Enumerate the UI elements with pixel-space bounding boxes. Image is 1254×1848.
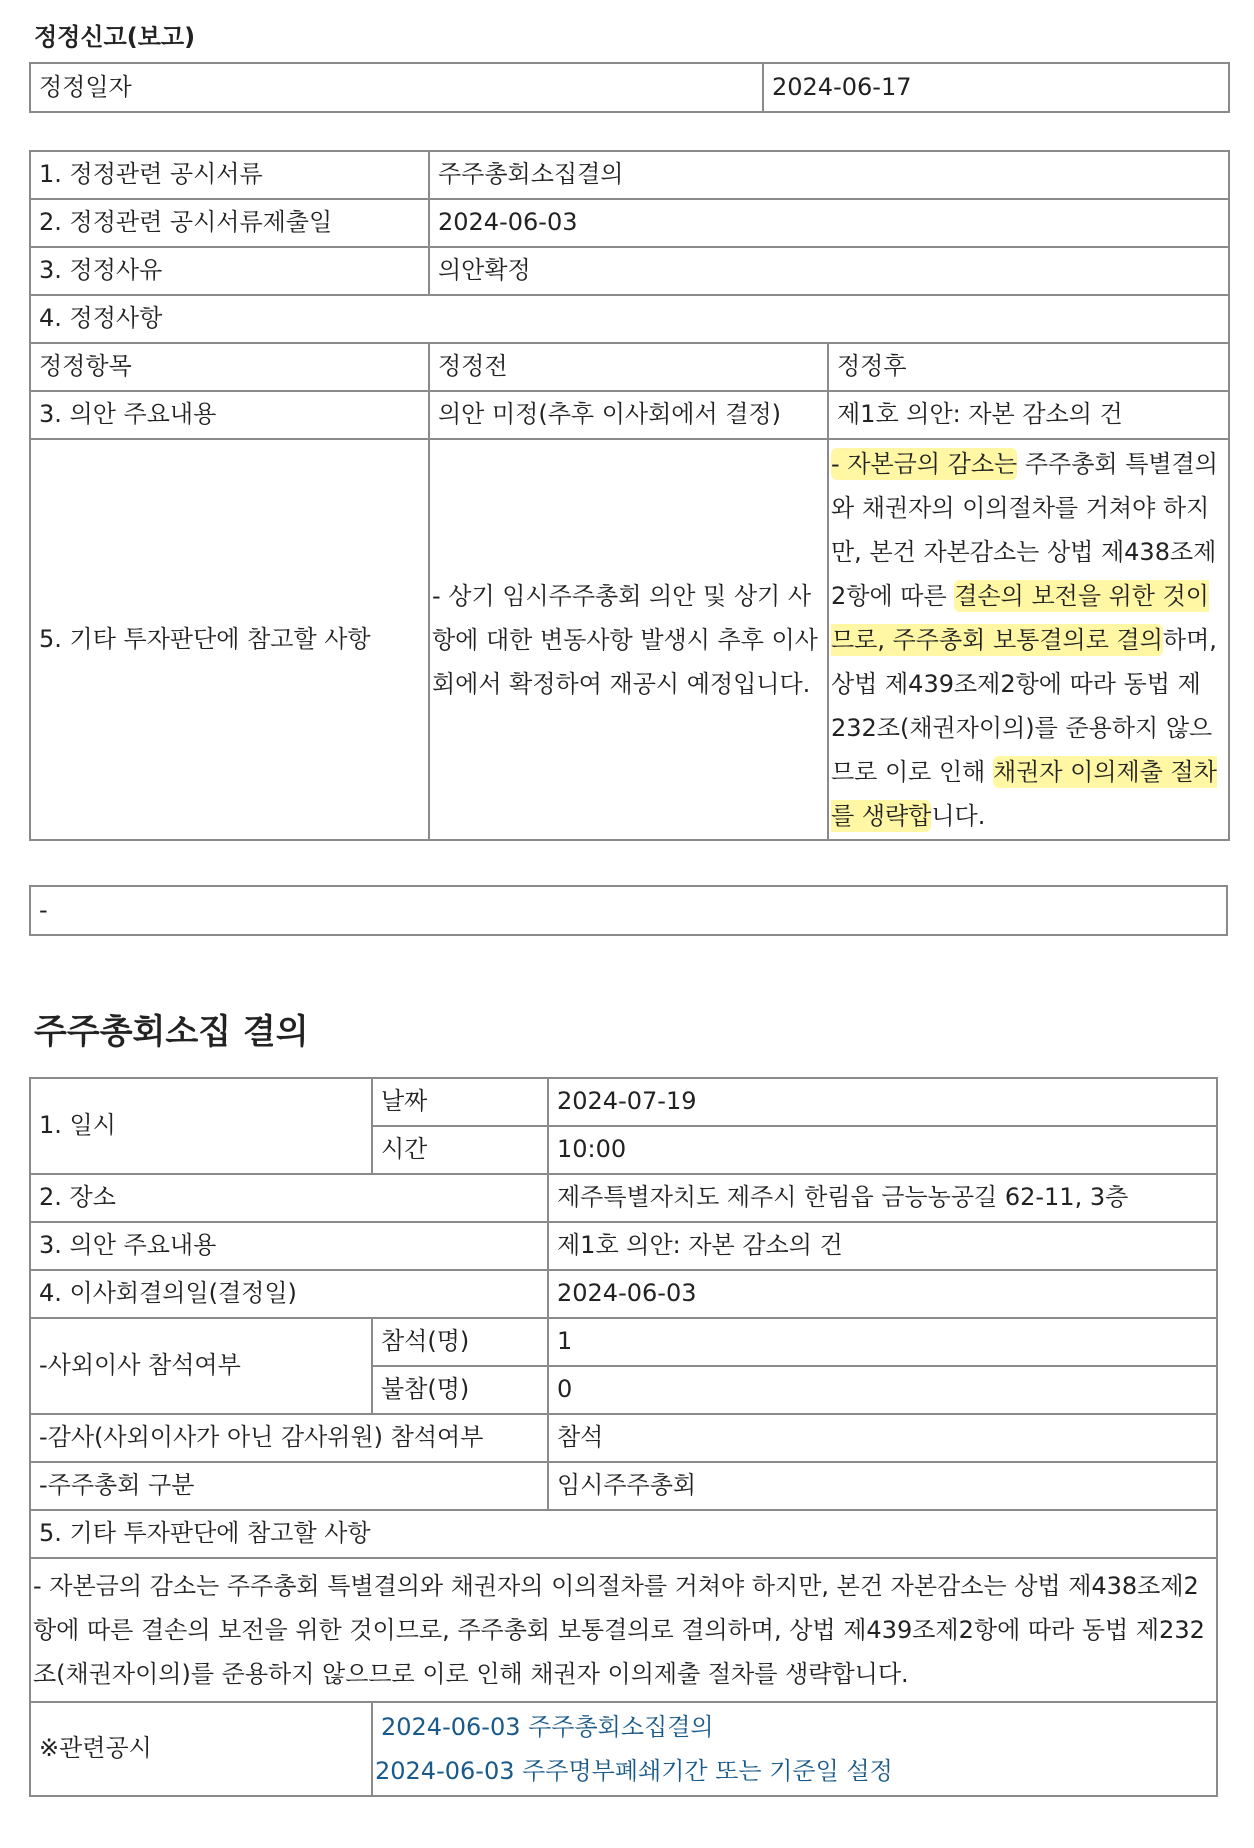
table-row [30,1462,1217,1510]
plain-text: 하며, 상법 제439조제2항에 따라 동법 제232조(채권자이의)를 준용하지 않으므로 이로 인해 [831,625,1217,786]
related-links [372,1702,1217,1796]
table-row [30,391,1229,439]
column-header-item: 정정항목 [30,343,429,391]
board-date-value: 2024-06-03 [548,1270,1217,1318]
correction-date-value: 2024-06-17 [763,63,1229,112]
correction-date-row [30,63,1229,112]
attend-label: 참석(명) [372,1318,548,1366]
table-row [30,1270,1217,1318]
footnote-row [30,886,1227,935]
outside-directors-label: -사외이사 참석여부 [30,1318,372,1414]
plain-text: 니다. [931,801,986,830]
column-header-after: 정정후 [828,343,1229,391]
highlighted-text: 채권자 이의제출 절차를 생략합 [831,757,1217,830]
change-item: 5. 기타 투자판단에 참고할 사항 [30,439,429,840]
absent-label: 불참(명) [372,1366,548,1414]
attend-value: 1 [548,1318,1217,1366]
meeting-type-value: 임시주주총회 [548,1462,1217,1510]
table-row [30,1222,1217,1270]
table-row [30,247,1229,295]
changes-heading: 4. 정정사항 [30,295,1229,343]
agenda-label: 3. 의안 주요내용 [30,1222,548,1270]
table-row [30,1702,1217,1796]
change-after [828,439,1229,840]
highlighted-text: 결손의 보전을 위한 것이므로, 주주총회 보통결의로 결의 [831,581,1209,654]
board-date-label: 4. 이사회결의일(결정일) [30,1270,548,1318]
row-label: 1. 정정관련 공시서류 [30,151,429,199]
date-label: 날짜 [372,1078,548,1126]
auditor-label: -감사(사외이사가 아닌 감사위원) 참석여부 [30,1414,548,1462]
table-row [30,199,1229,247]
table-row [30,1318,1217,1366]
related-label: ※관련공시 [30,1702,372,1796]
column-header-before: 정정전 [429,343,828,391]
footnote-table [29,885,1228,936]
row-label: 3. 정정사유 [30,247,429,295]
place-label: 2. 장소 [30,1174,548,1222]
absent-value: 0 [548,1366,1217,1414]
datetime-label: 1. 일시 [30,1078,372,1174]
meeting-type-label: -주주총회 구분 [30,1462,548,1510]
row-value: 의안확정 [429,247,1229,295]
change-before: 의안 미정(추후 이사회에서 결정) [429,391,828,439]
other-label: 5. 기타 투자판단에 참고할 사항 [30,1510,1217,1558]
date-value: 2024-07-19 [548,1078,1217,1126]
change-after: 제1호 의안: 자본 감소의 건 [828,391,1229,439]
other-text: - 자본금의 감소는 주주총회 특별결의와 채권자의 이의절차를 거쳐야 하지만, 본건 자본감소는 상법 제438조제2항에 따른 결손의 보전을 위한 것이므로, 주주총회 보통결의로 결의하며, 상법 제439조제2항에 따라 동법 제232조(채권자이의)를 준용하지 않으므로 이로 인해 채권자 이의제출 절차를 생략합니다. [30,1558,1217,1702]
table-row [30,1510,1217,1558]
row-label: 2. 정정관련 공시서류제출일 [30,199,429,247]
row-value: 주주총회소집결의 [429,151,1229,199]
correction-date-table [29,62,1230,113]
table-row [30,1414,1217,1462]
table-row [30,1078,1217,1126]
table-row [30,1558,1217,1702]
table-row [30,1174,1217,1222]
change-item: 3. 의안 주요내용 [30,391,429,439]
change-before: - 상기 임시주주총회 의안 및 상기 사항에 대한 변동사항 발생시 추후 이사회에서 확정하여 재공시 예정입니다. [429,439,828,840]
highlighted-text: - 자본금의 감소는 [831,449,1018,478]
auditor-value: 참석 [548,1414,1217,1462]
time-label: 시간 [372,1126,548,1174]
changes-header-row [30,343,1229,391]
table-row [30,439,1229,840]
meeting-title: 주주총회소집 결의 [34,1012,309,1052]
table-row [30,151,1229,199]
correction-details-table [29,150,1230,841]
correction-title: 정정신고(보고) [34,23,196,51]
agenda-value: 제1호 의안: 자본 감소의 건 [548,1222,1217,1270]
place-value: 제주특별자치도 제주시 한림읍 금능농공길 62-11, 3층 [548,1174,1217,1222]
related-link-meeting-resolution[interactable]: 2024-06-03 주주총회소집결의 [381,1713,714,1741]
footnote-text: - [30,886,1227,935]
time-value: 10:00 [548,1126,1217,1174]
correction-date-label: 정정일자 [30,63,763,112]
row-value: 2024-06-03 [429,199,1229,247]
meeting-table [29,1077,1218,1797]
table-row [30,295,1229,343]
related-link-record-date[interactable]: 2024-06-03 주주명부폐쇄기간 또는 기준일 설정 [375,1757,893,1785]
plain-text: 주주총회 특별결의와 채권자의 이의절차를 거쳐야 하지만, 본건 자본감소는 상법 제438조제2항에 따른 [831,449,1218,610]
